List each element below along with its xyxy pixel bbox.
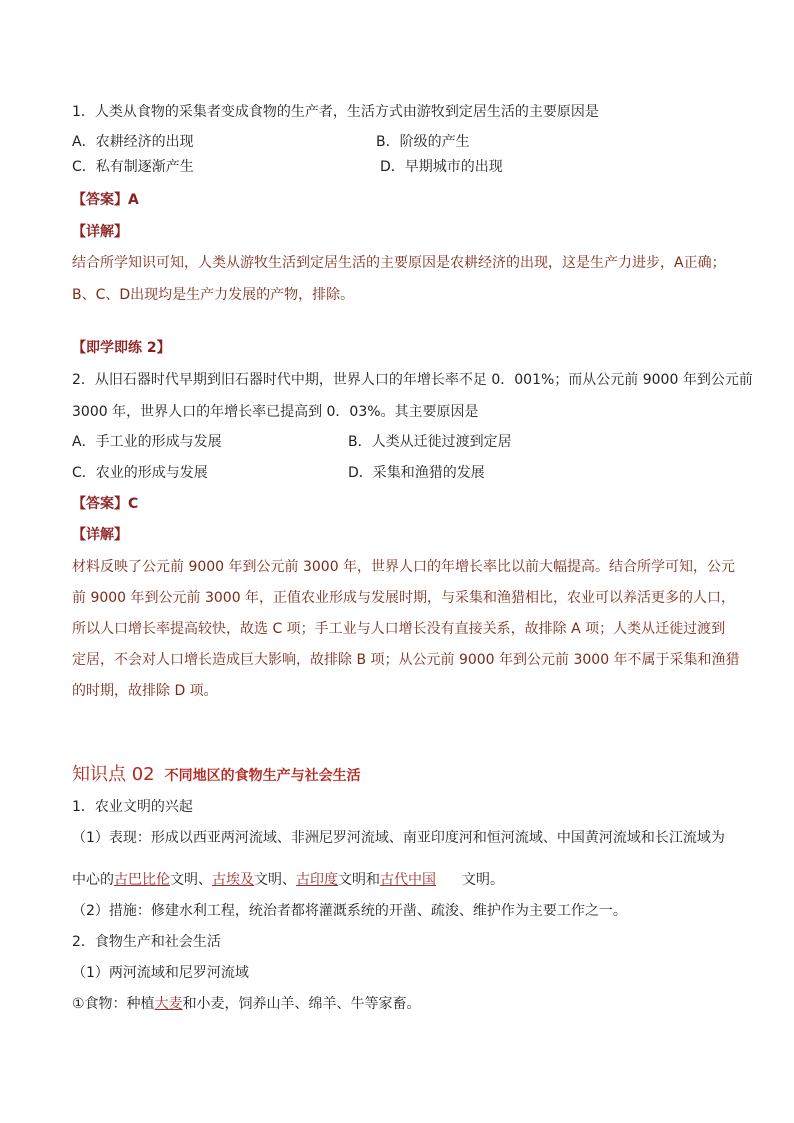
notes-p4 — [72, 994, 421, 1014]
section-title: 不同地区的食物生产与社会生活 — [164, 768, 361, 784]
notes-heading-1: 1．农业文明的兴起 — [72, 799, 193, 815]
q1-detail-tag: 【详解】 — [72, 224, 128, 240]
q1-option-a: A．农耕经济的出现 — [72, 134, 194, 150]
q2-stem-line-1: 2．从旧石器时代早期到旧石器时代中期，世界人口的年增长率不足 0．001%；而从公元前 9000 年到公元前 — [72, 372, 753, 388]
q1-option-d: D．早期城市的出现 — [380, 159, 503, 175]
q1-explanation-line-1: 结合所学知识可知，人类从游牧生活到定居生活的主要原因是农耕经济的出现，这是生产力进步，A正确； — [72, 255, 726, 271]
civ-end: 文明。 — [462, 872, 504, 888]
q2-explanation-line-5: 的时期，故排除 D 项。 — [72, 683, 218, 699]
section-kp-label: 知识点 02 — [72, 764, 155, 785]
q2-stem-line-2: 3000 年，世界人口的年增长率已提高到 0．03%。其主要原因是 — [72, 404, 479, 420]
notes-p4-prefix: ①食物：种植 — [72, 996, 155, 1012]
q2-option-a: A．手工业的形成与发展 — [72, 434, 222, 450]
notes-heading-2: 2．食物生产和社会生活 — [72, 934, 221, 950]
q2-option-b: B．人类从迁徙过渡到定居 — [348, 434, 512, 450]
q1-option-c: C．私有制逐渐产生 — [72, 159, 194, 175]
civ-egypt: 古埃及 — [212, 872, 254, 888]
q2-explanation-line-1: 材料反映了公元前 9000 年到公元前 3000 年，世界人口的年增长率比以前大幅提高。结合所学可知，公元 — [72, 559, 736, 575]
q1-option-b: B．阶级的产生 — [376, 134, 470, 150]
notes-p1-line-2 — [72, 870, 504, 890]
notes-p3: （1）两河流域和尼罗河流域 — [72, 965, 249, 981]
civ-babylon: 古巴比伦 — [114, 872, 170, 888]
q2-explanation-line-4: 定居，不会对人口增长造成巨大影响，故排除 B 项；从公元前 9000 年到公元前 3000 年不属于采集和渔猎 — [72, 652, 740, 668]
q2-detail-tag: 【详解】 — [72, 527, 128, 543]
civ-china: 古代中国 — [380, 872, 436, 888]
civ-word-2: 文明、 — [254, 872, 296, 888]
notes-p1-line-1: （1）表现：形成以西亚两河流域、非洲尼罗河流域、南亚印度河和恒河流域、中国黄河流域和长江流域为 — [72, 830, 725, 846]
crop-barley: 大麦 — [154, 996, 183, 1012]
q2-option-d: D．采集和渔猎的发展 — [348, 465, 485, 481]
notes-p1-prefix: 中心的 — [72, 872, 114, 888]
practice-title: 【即学即练 2】 — [72, 340, 171, 356]
section-heading — [72, 760, 361, 786]
q1-explanation-line-2: B、C、D出现均是生产力发展的产物，排除。 — [72, 287, 355, 303]
notes-p4-suffix: 和小麦，饲养山羊、绵羊、牛等家畜。 — [182, 996, 421, 1012]
q2-option-c: C．农业的形成与发展 — [72, 465, 208, 481]
notes-p2: （2）措施：修建水利工程，统治者都将灌溉系统的开凿、疏浚、维护作为主要工作之一。 — [72, 903, 627, 919]
q1-stem: 1．人类从食物的采集者变成食物的生产者，生活方式由游牧到定居生活的主要原因是 — [72, 104, 599, 120]
civ-india: 古印度 — [296, 872, 338, 888]
q2-explanation-line-2: 前 9000 年到公元前 3000 年，正值农业形成与发展时期，与采集和渔猎相比，农业可以养活更多的人口， — [72, 590, 736, 606]
civ-word-1: 文明、 — [170, 872, 212, 888]
q1-answer: 【答案】A — [72, 192, 139, 208]
q2-answer: 【答案】C — [72, 496, 139, 512]
civ-and: 文明和 — [338, 872, 380, 888]
q2-explanation-line-3: 所以人口增长率提高较快，故选 C 项；手工业与人口增长没有直接关系，故排除 A 项；人类从迁徙过渡到 — [72, 621, 726, 637]
